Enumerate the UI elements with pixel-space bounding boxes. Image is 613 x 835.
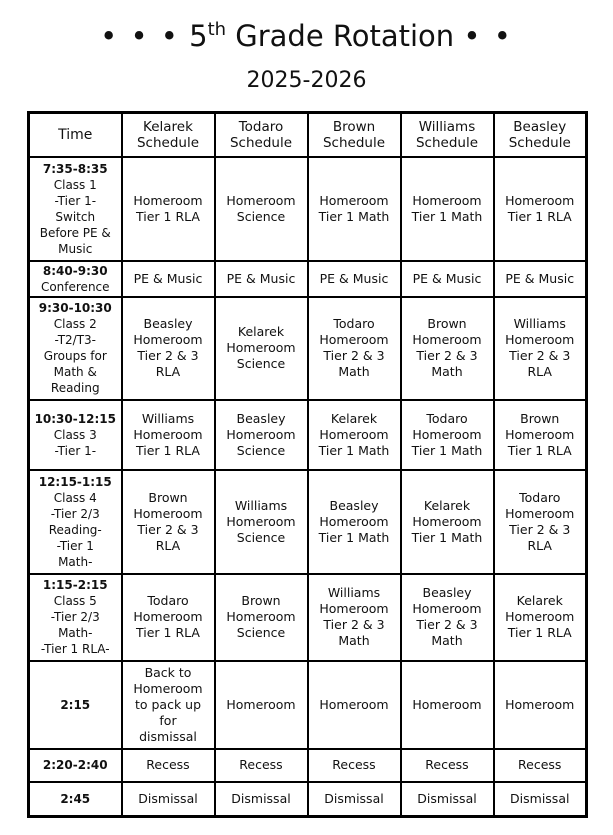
time-description-line: -Tier 1- <box>54 193 97 208</box>
schedule-cell <box>308 297 401 400</box>
schedule-cell <box>122 782 215 817</box>
cell-line: Todaro <box>426 410 468 426</box>
teacher-column-header <box>215 113 308 157</box>
cell-line: Homeroom <box>319 332 389 347</box>
schedule-cell <box>215 297 308 400</box>
time-description-line: -Tier 2/3 <box>50 610 100 624</box>
cell-line: Homeroom <box>226 513 296 529</box>
schedule-cell <box>215 400 308 470</box>
cell-line: Todaro <box>147 593 189 608</box>
cell-line: Science <box>236 529 286 545</box>
cell-line: Recess <box>146 757 190 772</box>
header-line: Schedule <box>508 134 571 151</box>
time-column-header: Time <box>29 113 122 157</box>
cell-line: Todaro <box>519 489 561 505</box>
time-description-line: Reading- <box>48 522 102 537</box>
time-description-line: Groups for <box>43 349 107 363</box>
schedule-cell <box>494 661 587 749</box>
schedule-cell <box>215 261 308 297</box>
cell-line: Kelarek <box>423 497 471 513</box>
cell-line: Tier 1 Math <box>318 529 390 545</box>
cell-line: Tier 2 & 3 <box>416 348 478 363</box>
cell-line: Tier 1 Math <box>411 208 483 224</box>
cell-line: Tier 1 RLA <box>136 625 200 640</box>
time-cell <box>29 470 122 574</box>
cell-line: Brown <box>427 316 467 331</box>
schedule-row <box>29 470 587 574</box>
header-line: Schedule <box>136 134 200 151</box>
schedule-cell <box>308 261 401 297</box>
time-range: 1:15-2:15 <box>42 578 108 592</box>
cell-line: Homeroom <box>412 332 482 347</box>
time-description-line: Music <box>58 241 93 256</box>
schedule-cell <box>401 661 494 749</box>
time-range: 7:35-8:35 <box>42 161 108 176</box>
schedule-cell <box>308 157 401 261</box>
schedule-cell <box>401 261 494 297</box>
cell-line: Tier 2 & 3 <box>416 617 478 632</box>
schedule-cell <box>494 574 587 661</box>
schedule-row <box>29 661 587 749</box>
cell-line: Homeroom <box>412 601 482 616</box>
cell-line: Dismissal <box>324 790 384 806</box>
cell-line: Tier 1 Math <box>411 529 483 545</box>
cell-line: Science <box>236 625 286 640</box>
schedule-cell <box>122 470 215 574</box>
cell-line: Homeroom <box>226 340 296 355</box>
title-text: Grade Rotation <box>226 19 455 53</box>
cell-line: Math <box>338 633 370 648</box>
teacher-column-header <box>308 113 401 157</box>
schedule-cell <box>494 261 587 297</box>
cell-line: Homeroom <box>412 696 482 712</box>
time-range: 2:45 <box>60 791 91 806</box>
cell-line: dismissal <box>139 728 197 744</box>
cell-line: Homeroom <box>505 505 575 521</box>
time-cell <box>29 297 122 400</box>
schedule-cell <box>215 749 308 782</box>
page-title <box>0 14 613 58</box>
schedule-cell <box>122 574 215 661</box>
cell-line: Tier 2 & 3 <box>509 521 571 537</box>
schedule-row <box>29 749 587 782</box>
cell-line: Tier 1 Math <box>411 442 483 458</box>
title-dots-right: • • <box>463 19 513 53</box>
cell-line: RLA <box>527 364 552 379</box>
schedule-cell <box>494 470 587 574</box>
cell-line: Brown <box>148 489 188 505</box>
header-line: Williams <box>418 118 476 135</box>
cell-line: Homeroom <box>319 513 389 529</box>
cell-line: Homeroom <box>319 696 389 712</box>
header-line: Kelarek <box>143 118 193 135</box>
time-description-line: Reading <box>50 381 100 395</box>
cell-line: Homeroom <box>226 609 296 624</box>
cell-line: Tier 2 & 3 <box>509 348 571 363</box>
cell-line: Recess <box>518 757 562 772</box>
schedule-cell <box>494 782 587 817</box>
time-range: 10:30-12:15 <box>34 411 116 426</box>
cell-line: Science <box>236 442 286 458</box>
schedule-cell <box>215 661 308 749</box>
schedule-cell <box>401 574 494 661</box>
schedule-cell <box>215 157 308 261</box>
cell-line: Homeroom <box>505 426 575 442</box>
time-description-line: Math & <box>53 365 97 379</box>
schedule-cell <box>215 782 308 817</box>
time-range: 2:20-2:40 <box>42 758 108 772</box>
cell-line: Tier 1 RLA <box>507 625 572 640</box>
time-cell <box>29 749 122 782</box>
time-description-line: -Tier 2/3 <box>50 506 100 521</box>
time-range: 2:15 <box>60 697 91 712</box>
cell-line: Homeroom <box>226 192 296 208</box>
cell-line: Todaro <box>333 316 375 331</box>
cell-line: PE & Music <box>133 270 203 286</box>
header-line: Schedule <box>322 134 386 151</box>
cell-line: Math <box>431 364 463 379</box>
cell-line: Homeroom <box>505 609 575 624</box>
time-cell <box>29 782 122 817</box>
schedule-cell <box>122 661 215 749</box>
cell-line: Homeroom <box>133 609 203 624</box>
cell-line: RLA <box>527 537 552 553</box>
cell-line: Kelarek <box>330 410 378 426</box>
schedule-cell <box>122 261 215 297</box>
time-description-line: -Tier 1- <box>54 443 97 458</box>
cell-line: Homeroom <box>412 513 482 529</box>
cell-line: Homeroom <box>412 426 482 442</box>
schedule-row <box>29 574 587 661</box>
cell-line: Tier 2 & 3 <box>137 348 199 363</box>
cell-line: Homeroom <box>505 332 575 347</box>
title-dots-left: • • • <box>100 19 180 53</box>
cell-line: Homeroom <box>319 426 389 442</box>
time-cell <box>29 574 122 661</box>
schedule-row <box>29 261 587 297</box>
schedule-cell <box>122 297 215 400</box>
teacher-column-header <box>494 113 587 157</box>
cell-line: for <box>159 712 177 728</box>
cell-line: Math <box>338 364 370 379</box>
cell-line: Kelarek <box>237 324 285 339</box>
time-description-line: Math- <box>58 626 93 640</box>
time-description-line: Switch <box>55 209 96 224</box>
schedule-cell <box>494 157 587 261</box>
time-cell <box>29 400 122 470</box>
time-description-line: -Tier 1 RLA- <box>40 642 110 656</box>
schedule-cell <box>215 574 308 661</box>
schedule-cell <box>401 297 494 400</box>
cell-line: Back to <box>144 664 192 680</box>
time-cell <box>29 261 122 297</box>
schedule-cell <box>494 749 587 782</box>
school-year: 2025-2026 <box>246 68 367 93</box>
cell-line: RLA <box>155 537 181 553</box>
cell-line: Tier 1 RLA <box>507 442 572 458</box>
time-cell <box>29 157 122 261</box>
cell-line: Recess <box>239 757 283 772</box>
title-grade-number: 5 <box>189 19 208 53</box>
cell-line: Williams <box>513 316 566 331</box>
schedule-cell <box>401 157 494 261</box>
header-line: Beasley <box>513 118 567 135</box>
header-row <box>29 113 587 157</box>
time-description-line: -Tier 1 <box>56 538 94 553</box>
time-description-line: Class 3 <box>53 427 97 442</box>
time-description-line: Math- <box>58 554 93 569</box>
cell-line: Beasley <box>422 585 472 600</box>
cell-line: Science <box>236 208 286 224</box>
time-description-line: Class 1 <box>53 177 97 192</box>
cell-line: Homeroom <box>319 601 389 616</box>
cell-line: Homeroom <box>133 505 203 521</box>
schedule-cell <box>401 470 494 574</box>
cell-line: Homeroom <box>319 192 389 208</box>
cell-line: PE & Music <box>226 270 296 286</box>
schedule-row <box>29 782 587 817</box>
cell-line: Brown <box>241 593 281 608</box>
cell-line: Recess <box>425 757 469 772</box>
schedule-cell <box>308 470 401 574</box>
cell-line: Homeroom <box>133 192 203 208</box>
cell-line: PE & Music <box>319 270 389 286</box>
cell-line: Homeroom <box>133 426 203 442</box>
cell-line: Homeroom <box>133 680 203 696</box>
time-description-line: Class 4 <box>53 490 97 505</box>
cell-line: Kelarek <box>516 593 563 608</box>
time-description-line: Before PE & <box>39 225 111 240</box>
cell-line: Math <box>431 633 463 648</box>
schedule-row <box>29 157 587 261</box>
cell-line: Homeroom <box>133 332 203 347</box>
cell-line: Beasley <box>329 497 379 513</box>
schedule-cell <box>494 400 587 470</box>
cell-line: Dismissal <box>417 790 477 806</box>
cell-line: Tier 1 Math <box>318 208 390 224</box>
cell-line: Tier 2 & 3 <box>323 348 385 363</box>
time-description-line: Class 5 <box>53 594 97 608</box>
cell-line: Homeroom <box>226 696 296 712</box>
header-line: Schedule <box>415 134 479 151</box>
cell-line: Brown <box>520 410 560 426</box>
time-range: 8:40-9:30 <box>42 263 108 278</box>
cell-line: Dismissal <box>138 790 198 806</box>
cell-line: Tier 1 RLA <box>136 442 200 458</box>
schedule-cell <box>308 749 401 782</box>
cell-line: Williams <box>141 410 195 426</box>
cell-line: to pack up <box>134 696 202 712</box>
cell-line: Science <box>236 356 286 371</box>
schedule-cell <box>122 400 215 470</box>
title-ordinal-suffix: th <box>207 19 227 40</box>
header-line: Schedule <box>229 134 293 151</box>
cell-line: Recess <box>332 757 376 772</box>
cell-line: Tier 1 Math <box>318 442 390 458</box>
time-description-line: -T2/T3- <box>54 333 97 347</box>
time-description-line: Conference <box>40 279 110 294</box>
schedule-cell <box>122 749 215 782</box>
schedule-cell <box>401 782 494 817</box>
cell-line: Dismissal <box>510 790 570 806</box>
time-description-line: Class 2 <box>53 317 97 331</box>
schedule-cell <box>308 400 401 470</box>
schedule-cell <box>401 400 494 470</box>
cell-line: RLA <box>155 364 181 379</box>
cell-line: Homeroom <box>505 696 575 712</box>
schedule-row <box>29 400 587 470</box>
cell-line: Tier 1 RLA <box>136 208 200 224</box>
cell-line: Beasley <box>143 316 193 331</box>
header-line: Brown <box>332 118 376 135</box>
header-line: Todaro <box>238 118 284 135</box>
cell-line: Homeroom <box>226 426 296 442</box>
schedule-cell <box>215 470 308 574</box>
cell-line: Beasley <box>236 410 286 426</box>
time-range: 9:30-10:30 <box>38 301 112 315</box>
schedule-cell <box>308 661 401 749</box>
teacher-column-header <box>401 113 494 157</box>
cell-line: Tier 2 & 3 <box>137 521 199 537</box>
schedule-row <box>29 297 587 400</box>
rotation-table <box>27 111 588 818</box>
time-range: 12:15-1:15 <box>38 474 112 489</box>
schedule-cell <box>494 297 587 400</box>
teacher-column-header <box>122 113 215 157</box>
cell-line: Dismissal <box>231 790 291 806</box>
cell-line: Tier 1 RLA <box>507 208 572 224</box>
cell-line: PE & Music <box>412 270 482 286</box>
cell-line: Williams <box>327 585 381 600</box>
cell-line: Tier 2 & 3 <box>323 617 385 632</box>
time-cell <box>29 661 122 749</box>
cell-line: Homeroom <box>505 192 575 208</box>
schedule-cell <box>308 574 401 661</box>
schedule-cell <box>308 782 401 817</box>
schedule-cell <box>401 749 494 782</box>
schedule-cell <box>122 157 215 261</box>
cell-line: PE & Music <box>505 270 575 286</box>
cell-line: Williams <box>234 497 288 513</box>
cell-line: Homeroom <box>412 192 482 208</box>
